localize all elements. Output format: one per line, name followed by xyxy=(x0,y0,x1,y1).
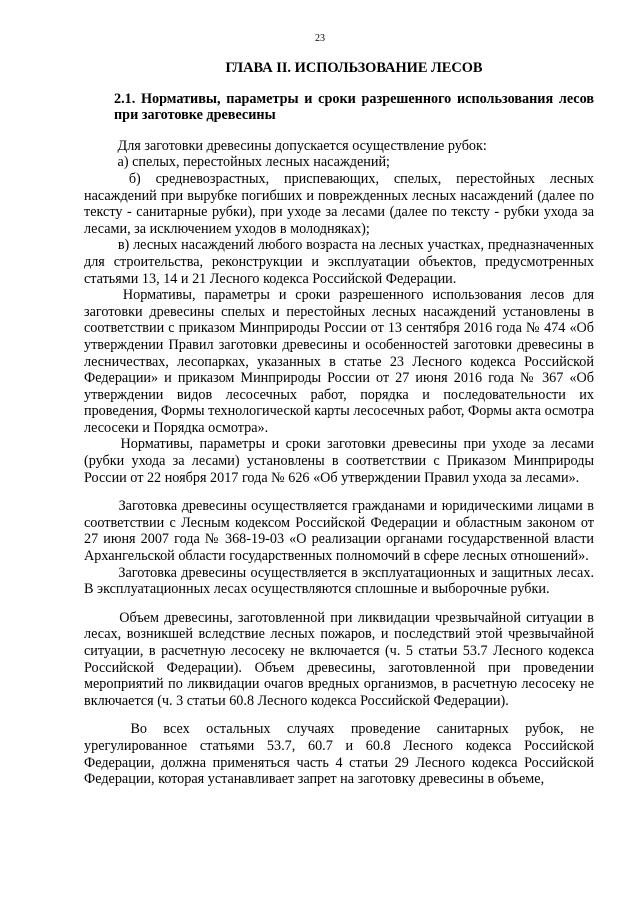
paragraph xyxy=(54,721,594,787)
paragraph xyxy=(54,287,594,436)
paragraph xyxy=(54,565,594,598)
page-content xyxy=(84,60,594,788)
paragraph-text: Во всех остальных случаях проведение санитарных рубок, не урегулированное статьями 53.7, 60.7 и 60.8 Лесного кодекса Российской Федерации, должна применяться часть 4 статьи 29 Лесного кодекса Российской Федерации, которая устанавливает запрет на заготовку древесины в объеме, xyxy=(84,721,595,788)
paragraph-text: Нормативы, параметры и сроки заготовки древесины при уходе за лесами (рубки ухода за лесами) установлены в соответствии с Приказом Минприроды России от 22 ноября 2017 года № 626 «Об утверждении Правил ухода за лесами». xyxy=(84,436,594,486)
paragraph-text: Объем древесины, заготовленной при ликвидации чрезвычайной ситуации в лесах, возникшей вследствие лесных пожаров, и последствий этой чрезвычайной ситуации, в расчетную лесосеку не включается (ч. 5 статьи 53.7 Лесного кодекса Российской Федерации). Объем древесины, заготовленной при проведении мероприятий по ликвидации очагов вредных организмов, в расчетную лесосеку не включается (ч. 3 статьи 60.8 Лесного кодекса Российской Федерации). xyxy=(84,609,594,709)
paragraph xyxy=(54,237,594,287)
section-title xyxy=(84,91,594,124)
paragraph xyxy=(54,610,594,710)
paragraph-text: Нормативы, параметры и сроки разрешенного использования лесов для заготовки древесины спелых и перестойных лесных насаждений установлены в соответствии с приказом Минприроды России от 13 сентября 2016 года № 474 «Об утверждении Правил заготовки древесины и особенностей заготовки древесины в лесничествах, лесопарках, указанных в статье 23 Лесного кодекса Российской Федерации» и приказом Минприроды России от 27 июня 2016 года № 367 «Об утверждении видов лесосечных работ, порядка и последовательности их проведения, Формы технологической карты лесосечных работ, Формы акта осмотра лесосеки и Порядка осмотра». xyxy=(84,287,594,436)
page-number: 23 xyxy=(315,33,325,44)
paragraph-text: б) средневозрастных, приспевающих, спелых, перестойных лесных насаждений при вырубке погибших и поврежденных лесных насаждений (далее по тексту - санитарные рубки), при уходе за лесами (далее по тексту - рубки ухода за лесами, за исключением уходов в молодняках); xyxy=(84,170,595,237)
paragraph xyxy=(54,138,594,155)
chapter-title: ГЛАВА II. ИСПОЛЬЗОВАНИЕ ЛЕСОВ xyxy=(225,60,483,76)
paragraph-text: Для заготовки древесины допускается осуществление рубок: xyxy=(117,137,487,154)
paragraph xyxy=(54,498,594,564)
paragraph xyxy=(54,154,594,171)
section-title-text: 2.1. Нормативы, параметры и сроки разрешенного использования лесов при заготовке древесины xyxy=(114,90,594,124)
paragraph-text: а) спелых, перестойных лесных насаждений; xyxy=(117,154,390,171)
paragraph-text: в) лесных насаждений любого возраста на лесных участках, предназначенных для строительства, реконструкции и эксплуатации объектов, предусмотренных статьями 13, 14 и 21 Лесного кодекса Российской Федерации. xyxy=(84,237,595,287)
paragraph-text: Заготовка древесины осуществляется в эксплуатационных и защитных лесах. В эксплуатационных лесах осуществляются сплошные и выборочные рубки. xyxy=(84,564,594,598)
paragraph xyxy=(54,171,594,237)
paragraph-text: Заготовка древесины осуществляется гражданами и юридическими лицами в соответствии с Лесным кодексом Российской Федерации и областным законом от 27 июня 2007 года № 368-19-03 «О реализации органами государственной власти Архангельской области государственных полномочий в сфере лесных отношений». xyxy=(84,498,594,565)
paragraph xyxy=(54,436,594,486)
